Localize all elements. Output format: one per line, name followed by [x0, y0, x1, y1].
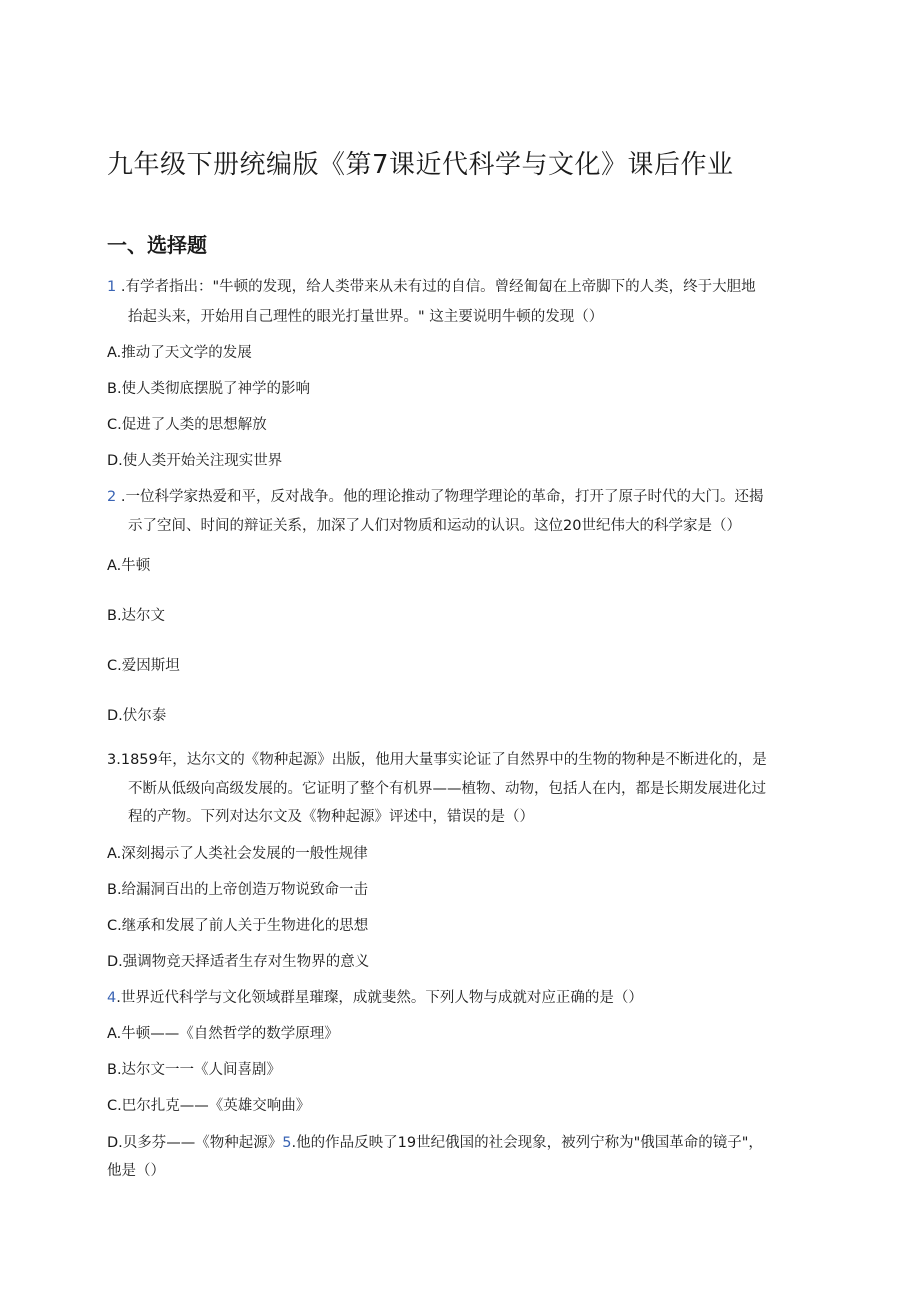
- page-title: 九年级下册统编版《第7课近代科学与文化》课后作业: [107, 150, 734, 180]
- question-1-line-2: 抬起头来，开始用自己理性的眼光打量世界。" 这主要说明牛顿的发现（）: [128, 309, 604, 325]
- question-1-line-1: [107, 277, 756, 297]
- question-number: 5: [282, 1135, 292, 1151]
- question-2-line-1: [107, 487, 763, 507]
- question-text: .他的作品反映了19世纪俄国的社会现象，被列宁称为"俄国革命的镜子"，: [291, 1135, 763, 1151]
- question-4-line-1: [107, 988, 643, 1008]
- question-3-option-d: D.强调物竞天择适者生存对生物界的意义: [107, 954, 370, 970]
- question-3-option-b: B.给漏洞百出的上帝创造万物说致命一击: [107, 882, 369, 898]
- question-3-option-a: A.深刻揭示了人类社会发展的一般性规律: [107, 846, 368, 862]
- question-1-option-c: C.促进了人类的思想解放: [107, 417, 267, 433]
- question-text: .一位科学家热爱和平，反对战争。他的理论推动了物理学理论的革命，打开了原子时代的大门。还揭: [116, 489, 764, 505]
- question-1-option-b: B.使人类彻底摆脱了神学的影响: [107, 381, 311, 397]
- question-1-option-d: D.使人类开始关注现实世界: [107, 453, 283, 469]
- question-3-line-1: [107, 750, 767, 770]
- question-text: .世界近代科学与文化领域群星璀璨，成就斐然。下列人物与成就对应正确的是（）: [116, 990, 643, 1006]
- question-number: 2: [107, 489, 117, 505]
- question-4-option-b: B.达尔文一一《人间喜剧》: [107, 1062, 282, 1078]
- question-number: 1: [107, 279, 117, 295]
- question-2-option-c: C.爱因斯坦: [107, 658, 180, 674]
- question-4-option-a: A.牛顿——《自然哲学的数学原理》: [107, 1026, 339, 1042]
- question-2-option-a: A.牛顿: [107, 558, 151, 574]
- question-2-line-2: 示了空间、时间的辩证关系，加深了人们对物质和运动的认识。这位20世纪伟大的科学家是（）: [128, 518, 741, 534]
- question-number: 4: [107, 990, 117, 1006]
- question-5-line-2: 他是（）: [107, 1163, 165, 1179]
- question-2-option-b: B.达尔文: [107, 608, 166, 624]
- question-3-line-3: 程的产物。下列对达尔文及《物种起源》评述中，错误的是（）: [128, 809, 534, 825]
- question-2-option-d: D.伏尔泰: [107, 708, 167, 724]
- question-4-option-d-and-question-5: [107, 1133, 763, 1153]
- question-text: .1859年，达尔文的《物种起源》出版，他用大量事实论证了自然界中的生物的物种是不断进化的，是: [116, 752, 767, 768]
- question-text: .有学者指出："牛顿的发现，给人类带来从未有过的自信。曾经匍匐在上帝脚下的人类，终于大胆地: [116, 279, 756, 295]
- question-number: 3: [107, 752, 117, 768]
- question-4-option-c: C.巴尔扎克——《英雄交响曲》: [107, 1098, 311, 1114]
- question-4-option-d: D.贝多芬——《物种起源》: [107, 1135, 283, 1151]
- question-3-line-2: 不断从低级向高级发展的。它证明了整个有机界——植物、动物，包括人在内，都是长期发展进化过: [128, 781, 766, 797]
- question-1-option-a: A.推动了天文学的发展: [107, 345, 252, 361]
- section-heading: 一、选择题: [107, 233, 207, 257]
- question-3-option-c: C.继承和发展了前人关于生物进化的思想: [107, 918, 369, 934]
